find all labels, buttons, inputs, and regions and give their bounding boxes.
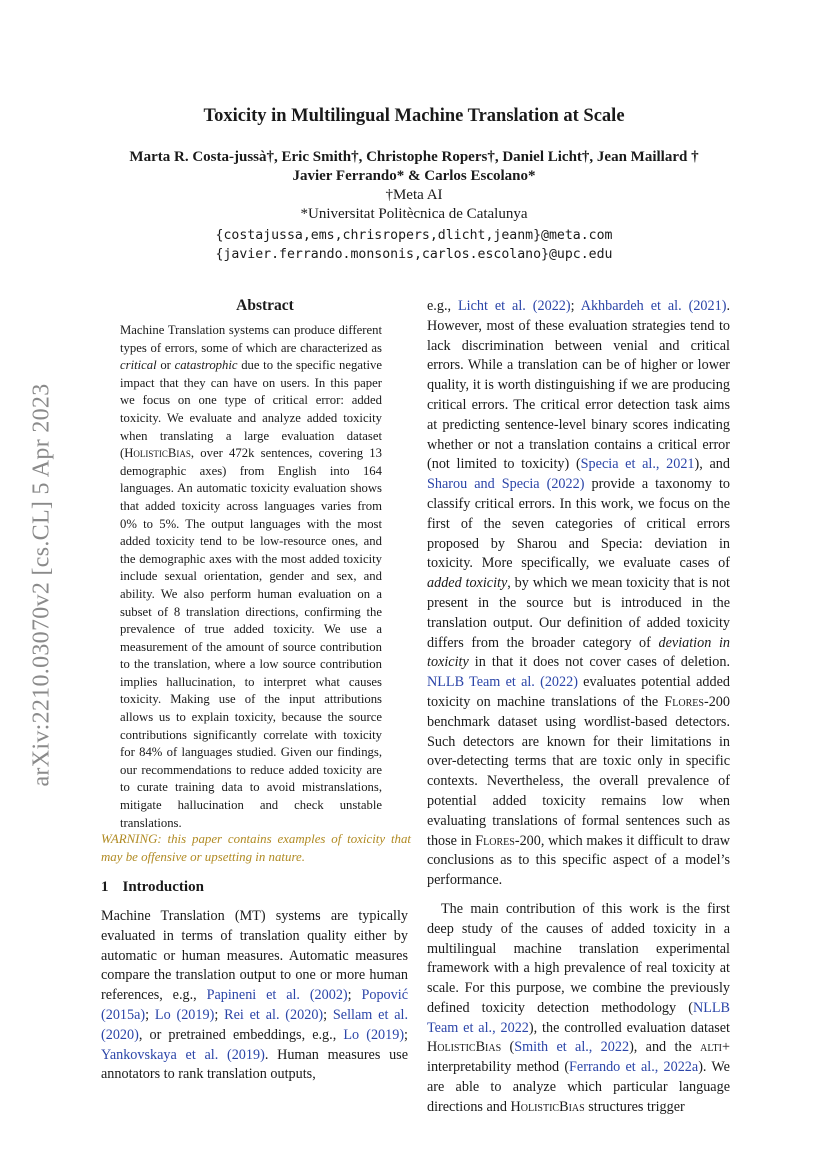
introduction-left-column: Machine Translation (MT) systems are typically evaluated in terms of translation quality either by automatic or human measures. Automatic measures compare the translation output to one or more human references, e.g., Papineni et al. (2002); Popović (2015a); Lo (2019); Rei et al. (2020); Sellam et al. (2020), or pretrained embeddings, e.g., Lo (2019); Yankovskaya et al. (2019). Human measures use annotators to rank translation outputs, bbox=[101, 908, 408, 1083]
affiliation-upc: *Universitat Politècnica de Catalunya bbox=[300, 206, 528, 222]
citation-link[interactable]: Akhbardeh et al. (2021) bbox=[580, 298, 727, 314]
section-title: Introduction bbox=[122, 879, 204, 895]
email-meta: {costajussa,ems,chrisropers,dlicht,jeanm}@meta.com bbox=[215, 228, 613, 243]
citation-link[interactable]: Rei et al. (2020) bbox=[224, 1006, 324, 1023]
right-column bbox=[427, 297, 730, 1118]
citation-link[interactable]: Lo (2019) bbox=[154, 1006, 215, 1023]
citation-link[interactable]: Lo (2019) bbox=[343, 1026, 405, 1043]
citation-link[interactable]: NLLB Team et al., 2022 bbox=[427, 999, 730, 1036]
citation-link[interactable]: Smith et al., 2022 bbox=[514, 1039, 630, 1056]
citation-link[interactable]: Licht et al. (2022) bbox=[457, 298, 571, 314]
citation-link[interactable]: Ferrando et al., 2022a bbox=[569, 1059, 699, 1076]
citation-link[interactable]: Papineni et al. (2002) bbox=[206, 987, 348, 1004]
content-warning: WARNING: this paper contains examples of toxicity that may be offensive or upsetting in nature. bbox=[101, 832, 411, 864]
citation-link[interactable]: Sellam et al. (2020) bbox=[101, 1006, 408, 1043]
authors-line-1: Marta R. Costa-jussà†, Eric Smith†, Christophe Ropers†, Daniel Licht†, Jean Maillard † bbox=[129, 149, 699, 165]
arxiv-identifier-stamp: arXiv:2210.03070v2 [cs.CL] 5 Apr 2023 bbox=[28, 383, 55, 787]
section-heading-introduction bbox=[101, 879, 204, 896]
paper-title: Toxicity in Multilingual Machine Translation at Scale bbox=[203, 106, 625, 126]
citation-link[interactable]: Sharou and Specia (2022) bbox=[427, 476, 585, 493]
abstract-body: Machine Translation systems can produce different types of errors, some of which are characterized as critical or catastrophic due to the specific negative impact that they can have on users. In this paper we focus on one type of critical error: added toxicity. We evaluate and analyze added toxicity when translating a large evaluation dataset (HolisticBias, over 472k sentences, covering 13 demographic axes) from English into 164 languages. An automatic toxicity evaluation shows that added toxicity across languages varies from 0% to 5%. The output languages with the most added toxicity tend to be low-resource ones, and the demographic axes with the most added toxicity include sexual orientation, gender and sex, and ability. We also perform human evaluation on a subset of 8 translation directions, confirming the prevalence of true added toxicity. We use a measurement of the amount of source contribution to the translation, where a low source contribution implies hallucination, to interpret what causes toxicity. Making use of the input attributions allows us to explain toxicity, because the source contributions significantly correlate with toxicity for 84% of languages studied. Given our findings, our recommendations to reduce added toxicity are to curate training data to avoid mistranslations, mitigate hallucination and check unstable translations. bbox=[120, 323, 382, 830]
paragraph-critical-errors: e.g., Licht et al. (2022); Akhbardeh et al. (2021). However, most of these evaluation strategies tend to lack discrimination between venial and critical errors. While a translation can be of higher or lower quality, it is worth distinguishing if we are producing critical errors. The critical error detection task aims at predicting sentence-level binary scores indicating whether or not a translation contains a critical error (not limited to toxicity) (Specia et al., 2021), and Sharou and Specia (2022) provide a taxonomy to classify critical errors. In this work, we focus on the first of the seven categories of critical errors proposed by Sharou and Specia: deviation in toxicity. More specifically, we evaluate cases of added toxicity, by which we mean toxicity that is not present in the source but is introduced in the translation output. Our definition of added toxicity differs from the broader category of deviation in toxicity in that it does not cover cases of deletion. NLLB Team et al. (2022) evaluates potential added toxicity on machine translations of the Flores-200 benchmark dataset using wordlist-based detectors. Such detectors are known for their limitations in over-detecting terms that are toxic only in specific contexts. Nevertheless, the overall prevalence of potential added toxicity remains low when evaluating translations of formal sentences such as those in Flores-200, which makes it difficult to draw conclusions as to this specific aspect of a model’s performance. bbox=[427, 298, 730, 889]
authors-line-2: Javier Ferrando* & Carlos Escolano* bbox=[292, 168, 536, 184]
affiliation-meta: †Meta AI bbox=[385, 187, 443, 203]
email-upc: {javier.ferrando.monsonis,carlos.escolano}@upc.edu bbox=[215, 247, 613, 262]
author-list bbox=[90, 148, 738, 186]
citation-link[interactable]: NLLB Team et al. (2022) bbox=[427, 674, 578, 691]
citation-link[interactable]: Popović (2015a) bbox=[101, 987, 408, 1023]
abstract-heading: Abstract bbox=[236, 297, 294, 314]
citation-link[interactable]: Yankovskaya et al. (2019) bbox=[101, 1046, 265, 1063]
citation-link[interactable]: Specia et al., 2021 bbox=[580, 456, 695, 473]
section-number: 1 bbox=[101, 879, 109, 895]
paragraph-main-contribution: The main contribution of this work is the first deep study of the causes of added toxicity in a multilingual machine translation experimental framework with a high prevalence of real toxicity at scale. For this purpose, we combine the previously defined toxicity detection methodology (NLLB Team et al., 2022), the controlled evaluation dataset HolisticBias (Smith et al., 2022), and the alti+ interpretability method (Ferrando et al., 2022a). We are able to analyze which particular language directions and HolisticBias structures trigger bbox=[427, 900, 730, 1115]
